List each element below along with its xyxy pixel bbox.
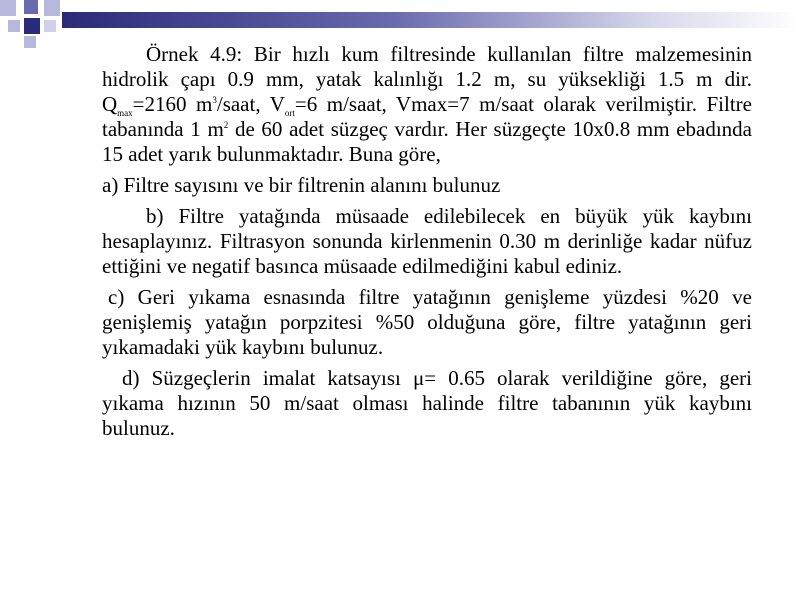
deco-square	[44, 20, 56, 32]
deco-square	[24, 0, 38, 14]
example-paragraph: Örnek 4.9: Bir hızlı kum filtresinde kullanılan filtre malzemesinin hidrolik çapı 0.9 mm, yatak kalınlığı 1.2 m, su yüksekliği 1.5 m dir. $Q_{max}=2160$ $m^3$/saat, $V_{ort}=6$ m/saat, Vmax=7 m/saat olarak verilmiştir. Filtre tabanında 1 $m^2$ de 60 adet süzgeç vardır. Her süzgeçte 10x0.8 mm ebadında 15 adet yarık bulunmaktadır. Buna göre,	[102, 42, 752, 166]
item-b: b) Filtre yatağında müsaade edilebilecek en büyük yük kaybını hesaplayınız. Filtrasyon sonunda kirlenmenin 0.30 m derinliğe kadar nüfuz ettiğini ve negatif basınca müsaade edilmediğini kabul ediniz.	[102, 204, 752, 278]
deco-square	[24, 36, 36, 48]
slide-body	[102, 42, 752, 441]
item-c: c) Geri yıkama esnasında filtre yatağının genişleme yüzdesi %20 ve genişlemiş yatağın porpzitesi %50 olduğuna göre, filtre yatağının geri yıkamadaki yük kaybını bulunuz.	[102, 285, 752, 359]
deco-square	[24, 18, 40, 34]
deco-square	[44, 0, 60, 16]
item-a: a) Filtre sayısını ve bir filtrenin alanını bulunuz	[102, 173, 501, 197]
deco-square	[8, 20, 20, 32]
deco-square	[0, 0, 16, 16]
header-gradient-bar	[62, 12, 800, 28]
item-d: d) Süzgeçlerin imalat katsayısı μ= 0.65 olarak verildiğine göre, geri yıkama hızının 50 m/saat olması halinde filtre tabanının yük kaybını bulunuz.	[102, 366, 752, 440]
